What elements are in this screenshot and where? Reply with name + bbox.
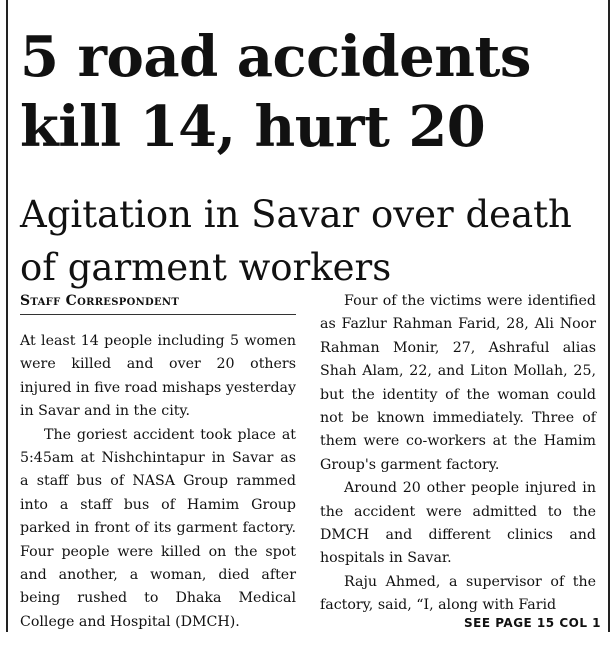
subheadline [20,188,610,294]
continued-jump-line: SEE PAGE 15 COL 1 [464,616,601,630]
paragraph: Raju Ahmed, a supervisor of the factory, said, “I, along with Farid [320,573,596,614]
byline-divider [20,314,296,315]
headline-line-1: 5 road accidents [20,24,531,90]
paragraph: The goriest accident took place at 5:45am at Nishchintapur in Savar as a staff bus of NASA Group rammed into a staff bus of Hamim Group parked in front of its garment factory. Four people were killed on the spot and another, a woman, died after being rushed to Dhaka Medical College and Hospital (DMCH). [20,426,296,630]
article-column-1 [20,330,296,634]
subheadline-line-1: Agitation in Savar over death [20,193,572,236]
headline [20,22,610,162]
article-column-2 [320,290,596,618]
paragraph: Four of the victims were identified as Fazlur Rahman Farid, 28, Ali Noor Rahman Monir, 27, Ashraful alias Shah Alam, 22, and Liton Mollah, 25, but the identity of the woman could not be known immediately. Three of them were co-workers at the Hamim Group's garment factory. [320,293,596,473]
byline: Staff Correspondent [20,293,180,309]
headline-line-2: kill 14, hurt 20 [20,94,486,160]
subheadline-line-2: of garment workers [20,246,392,289]
left-border-rule [6,0,8,632]
paragraph: At least 14 people including 5 women were killed and over 20 others injured in five road mishaps yesterday in Savar and in the city. [20,333,296,420]
paragraph: Around 20 other people injured in the accident were admitted to the DMCH and different clinics and hospitals in Savar. [320,480,596,567]
